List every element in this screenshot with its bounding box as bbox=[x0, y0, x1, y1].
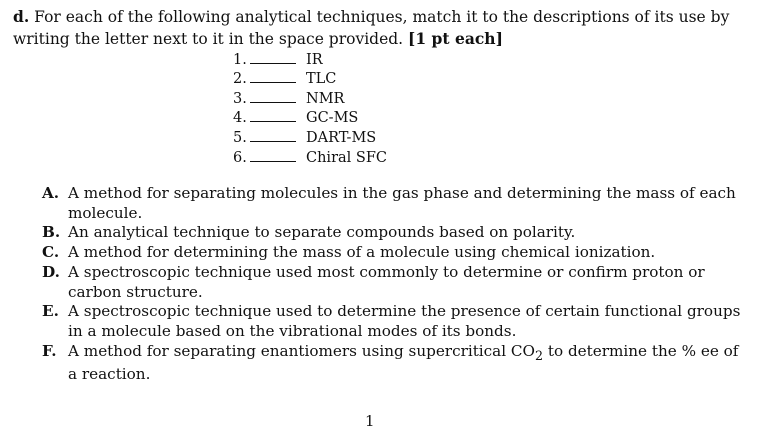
question-heading bbox=[13, 6, 758, 50]
answer-blank[interactable] bbox=[250, 102, 296, 103]
technique-name: GC-MS bbox=[306, 110, 359, 127]
matching-list bbox=[233, 48, 387, 166]
description-item bbox=[42, 263, 742, 302]
subscript-two: 2 bbox=[534, 347, 544, 363]
matching-row bbox=[233, 126, 387, 146]
description-item bbox=[42, 243, 742, 263]
matching-number: 2. bbox=[233, 71, 247, 88]
matching-number: 1. bbox=[233, 51, 247, 68]
matching-row bbox=[233, 48, 387, 68]
matching-number: 3. bbox=[233, 90, 247, 107]
matching-number: 4. bbox=[233, 110, 247, 127]
description-text: A method for separating molecules in the gas phase and determining the mass of each molecule. bbox=[68, 184, 736, 222]
description-letter: A. bbox=[42, 184, 60, 202]
matching-row bbox=[233, 87, 387, 107]
question-text: For each of the following analytical techniques, match it to the descriptions of its use by writing the letter next to it in the space provided. bbox=[13, 8, 730, 48]
description-letter: F. bbox=[42, 341, 57, 360]
matching-row bbox=[233, 107, 387, 127]
matching-number: 5. bbox=[233, 129, 247, 146]
page-number: 1 bbox=[365, 412, 375, 430]
description-item bbox=[42, 342, 742, 385]
description-text-part: to determine the % ee of a reaction. bbox=[68, 341, 739, 384]
description-letter: E. bbox=[42, 302, 59, 321]
question-label: d. bbox=[13, 7, 30, 26]
description-item bbox=[42, 223, 742, 243]
technique-name: IR bbox=[306, 51, 323, 68]
description-item bbox=[42, 302, 742, 341]
points-label: [1 pt each] bbox=[408, 29, 503, 48]
descriptions-list bbox=[42, 184, 742, 385]
technique-name: Chiral SFC bbox=[306, 149, 387, 166]
description-text: A spectroscopic technique used most commonly to determine or confirm proton or carbon structure. bbox=[68, 262, 705, 301]
description-text: An analytical technique to separate compounds based on polarity. bbox=[68, 223, 576, 242]
matching-row bbox=[233, 68, 387, 88]
description-letter: D. bbox=[42, 262, 60, 281]
description-letter: B. bbox=[42, 223, 61, 242]
technique-name: NMR bbox=[306, 90, 345, 107]
answer-blank[interactable] bbox=[250, 63, 296, 64]
answer-blank[interactable] bbox=[250, 121, 296, 122]
technique-name: DART-MS bbox=[306, 129, 377, 146]
matching-number: 6. bbox=[233, 149, 247, 166]
description-item bbox=[42, 184, 742, 223]
description-text: A method for determining the mass of a molecule using chemical ionization. bbox=[68, 243, 656, 262]
description-text-part: A method for separating enantiomers using supercritical CO bbox=[68, 341, 535, 360]
description-text bbox=[68, 342, 742, 385]
matching-row bbox=[233, 146, 387, 166]
answer-blank[interactable] bbox=[250, 141, 296, 142]
answer-blank[interactable] bbox=[250, 161, 296, 162]
answer-blank[interactable] bbox=[250, 82, 296, 83]
description-letter: C. bbox=[42, 243, 60, 262]
description-text: A spectroscopic technique used to determine the presence of certain functional groups in a molecule based on the vibrational modes of its bonds. bbox=[68, 302, 741, 340]
technique-name: TLC bbox=[306, 71, 337, 88]
